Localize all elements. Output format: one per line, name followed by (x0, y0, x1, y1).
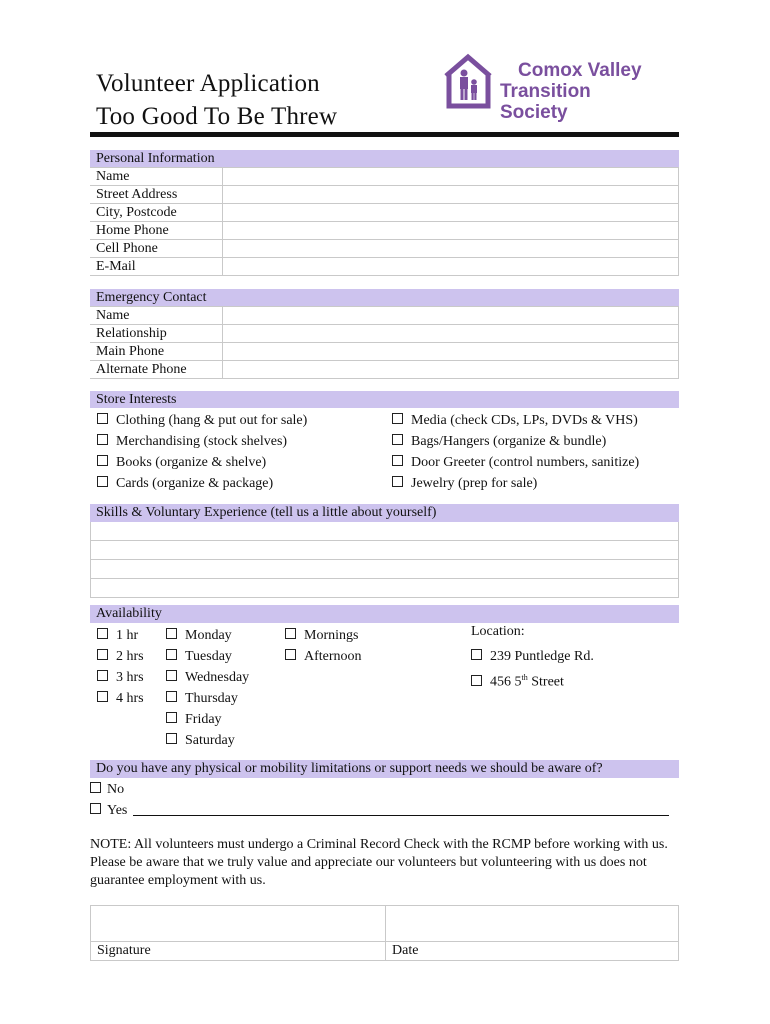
checkbox-option[interactable] (97, 688, 144, 709)
limitations-options (90, 779, 669, 821)
table-row (90, 240, 679, 258)
checkbox-option[interactable] (97, 625, 144, 646)
writing-line[interactable] (90, 522, 679, 541)
option-label: Books (organize & shelve) (116, 455, 267, 470)
signature-label: Signature (91, 942, 386, 961)
table-row (90, 168, 679, 186)
option-label: Clothing (hang & put out for sale) (116, 413, 308, 428)
option-label: 1 hr (116, 628, 139, 643)
table-row (90, 258, 679, 276)
option-label: Mornings (304, 628, 359, 643)
checkbox-option[interactable] (392, 410, 639, 431)
alternate-phone-field[interactable] (223, 361, 679, 379)
checkbox-option[interactable] (166, 667, 249, 688)
checkbox[interactable] (97, 413, 108, 424)
header-rule (90, 132, 679, 137)
superscript: th (521, 673, 528, 682)
checkbox-option[interactable] (392, 431, 639, 452)
option-label: Friday (185, 712, 222, 727)
store-interests-left (97, 410, 307, 494)
main-phone-field[interactable] (223, 343, 679, 361)
option-label: 4 hrs (116, 691, 144, 706)
location-label: Location: (471, 624, 525, 639)
option-label: Bags/Hangers (organize & bundle) (411, 434, 607, 449)
checkbox[interactable] (471, 675, 482, 686)
organization-logo (442, 52, 662, 123)
checkbox[interactable] (166, 628, 177, 639)
checkbox-option[interactable] (285, 646, 362, 667)
date-label: Date (386, 942, 679, 961)
date-box[interactable] (386, 906, 679, 942)
note-text: NOTE: All volunteers must undergo a Criminal Record Check with the RCMP before working with us. Please be aware that we truly value and appreciate our volunteers but volunteering with us does not guarantee employment with us. (90, 837, 668, 888)
checkbox[interactable] (392, 476, 403, 487)
option-label: No (107, 782, 125, 797)
checkbox-option[interactable] (97, 410, 307, 431)
checkbox[interactable] (90, 782, 101, 793)
writing-line[interactable] (90, 560, 679, 579)
hours-options (97, 625, 144, 709)
checkbox[interactable] (285, 649, 296, 660)
signature-box[interactable] (91, 906, 386, 942)
emergency-contact-table (90, 306, 679, 379)
house-family-icon (442, 52, 502, 110)
field-label: Relationship (90, 325, 223, 343)
city-postcode-field[interactable] (223, 204, 679, 222)
personal-information-table (90, 167, 679, 276)
option-label: Monday (185, 628, 232, 643)
field-label: Name (90, 307, 223, 325)
option-label: Thursday (185, 691, 238, 706)
writing-line[interactable] (90, 579, 679, 598)
table-row (90, 325, 679, 343)
option-label: Yes (107, 803, 128, 818)
option-label: Tuesday (185, 649, 232, 664)
checkbox[interactable] (97, 670, 108, 681)
checkbox[interactable] (166, 691, 177, 702)
checkbox-option[interactable] (166, 625, 249, 646)
option-label: Jewelry (prep for sale) (411, 476, 538, 491)
table-row (90, 186, 679, 204)
yes-details-line[interactable] (133, 803, 669, 816)
checkbox[interactable] (97, 691, 108, 702)
checkbox[interactable] (97, 649, 108, 660)
logo-line1: Comox Valley (518, 60, 642, 81)
cell-phone-field[interactable] (223, 240, 679, 258)
option-label: Saturday (185, 733, 235, 748)
field-label: Name (90, 168, 223, 186)
email-field[interactable] (223, 258, 679, 276)
option-label: Merchandising (stock shelves) (116, 434, 288, 449)
store-interests-right (392, 410, 639, 494)
table-row (90, 361, 679, 379)
availability-heading: Availability (90, 605, 679, 623)
field-label: E-Mail (90, 258, 223, 276)
option-label-suffix: Street (527, 674, 564, 690)
checkbox-option[interactable] (166, 730, 249, 751)
checkbox-option[interactable] (285, 625, 362, 646)
checkbox[interactable] (166, 649, 177, 660)
checkbox-option[interactable] (97, 452, 307, 473)
checkbox[interactable] (471, 649, 482, 660)
emergency-contact-heading: Emergency Contact (90, 289, 679, 306)
checkbox-option[interactable] (392, 473, 639, 494)
street-address-field[interactable] (223, 186, 679, 204)
name-field[interactable] (223, 168, 679, 186)
checkbox-option[interactable] (97, 667, 144, 688)
personal-information-heading: Personal Information (90, 150, 679, 167)
writing-line[interactable] (90, 541, 679, 560)
signature-table (90, 905, 679, 961)
option-label: Afternoon (304, 649, 362, 664)
field-label: Street Address (90, 186, 223, 204)
checkbox[interactable] (90, 803, 101, 814)
checkbox[interactable] (285, 628, 296, 639)
home-phone-field[interactable] (223, 222, 679, 240)
logo-line2: Transition Society (500, 81, 591, 123)
checkbox[interactable] (392, 413, 403, 424)
skills-heading: Skills & Voluntary Experience (tell us a little about yourself) (90, 504, 679, 522)
checkbox-option[interactable] (97, 646, 144, 667)
emergency-name-field[interactable] (223, 307, 679, 325)
checkbox-option[interactable] (392, 452, 639, 473)
checkbox-option[interactable] (90, 800, 669, 821)
field-label: Alternate Phone (90, 361, 223, 379)
table-row (90, 222, 679, 240)
field-label: Cell Phone (90, 240, 223, 258)
field-label: City, Postcode (90, 204, 223, 222)
option-label: 3 hrs (116, 670, 144, 685)
checkbox-option[interactable] (471, 646, 594, 667)
checkbox[interactable] (166, 712, 177, 723)
option-label: 2 hrs (116, 649, 144, 664)
relationship-field[interactable] (223, 325, 679, 343)
option-label: 456 5 (490, 674, 522, 690)
location-options (471, 646, 594, 693)
day-options (166, 625, 249, 751)
checkbox[interactable] (166, 733, 177, 744)
table-row (91, 942, 679, 961)
table-row (90, 343, 679, 361)
field-label: Main Phone (90, 343, 223, 361)
table-row (90, 307, 679, 325)
checkbox[interactable] (97, 476, 108, 487)
form-title: Volunteer Application (96, 70, 320, 97)
option-label: Door Greeter (control numbers, sanitize) (411, 455, 640, 470)
form-subtitle: Too Good To Be Threw (96, 103, 338, 130)
option-label: Cards (organize & package) (116, 476, 274, 491)
field-label: Home Phone (90, 222, 223, 240)
checkbox-option[interactable] (97, 473, 307, 494)
option-label: 239 Puntledge Rd. (490, 649, 594, 664)
checkbox[interactable] (97, 434, 108, 445)
checkbox-option[interactable] (90, 779, 669, 800)
skills-text-area[interactable] (90, 522, 679, 598)
logo-text (500, 60, 662, 123)
checkbox[interactable] (97, 455, 108, 466)
option-label: Media (check CDs, LPs, DVDs & VHS) (411, 413, 638, 428)
option-label: Wednesday (185, 670, 250, 685)
checkbox[interactable] (392, 434, 403, 445)
limitations-heading: Do you have any physical or mobility limitations or support needs we should be aware of? (90, 760, 679, 778)
time-options (285, 625, 362, 667)
checkbox-option[interactable] (166, 688, 249, 709)
checkbox-option[interactable] (471, 667, 594, 693)
checkbox[interactable] (97, 628, 108, 639)
store-interests-heading: Store Interests (90, 391, 679, 408)
table-row (90, 204, 679, 222)
checkbox-option[interactable] (166, 709, 249, 730)
checkbox[interactable] (166, 670, 177, 681)
checkbox-option[interactable] (166, 646, 249, 667)
table-row (91, 906, 679, 942)
checkbox-option[interactable] (97, 431, 307, 452)
checkbox[interactable] (392, 455, 403, 466)
